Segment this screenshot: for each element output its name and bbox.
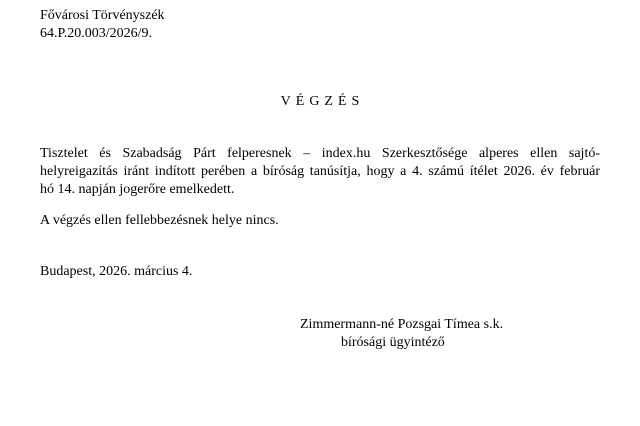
order-body-line-3: hó 14. napján jogerőre emelkedett. xyxy=(40,182,235,197)
signatory-name: Zimmermann-né Pozsgai Tímea s.k. xyxy=(300,317,504,332)
case-number: 64.P.20.003/2026/9. xyxy=(40,26,153,41)
document-title: VÉGZÉS xyxy=(280,94,365,109)
order-body-line-2: helyreigazítás iránt indított perében a bíróság tanúsítja, hogy a 4. számú ítélet 2026. év február xyxy=(40,164,600,179)
place-and-date: Budapest, 2026. március 4. xyxy=(40,264,193,279)
appeal-notice: A végzés ellen fellebbezésnek helye nincs. xyxy=(40,213,279,228)
court-header xyxy=(40,7,340,43)
signatory-role: bírósági ügyintéző xyxy=(341,335,445,350)
court-name: Fővárosi Törvényszék xyxy=(40,8,165,23)
order-body xyxy=(40,145,600,199)
order-body-line-1: Tisztelet és Szabadság Párt felperesnek – index.hu Szerkesztősége alperes ellen sajtó- xyxy=(40,146,600,161)
signature-block xyxy=(300,316,540,352)
